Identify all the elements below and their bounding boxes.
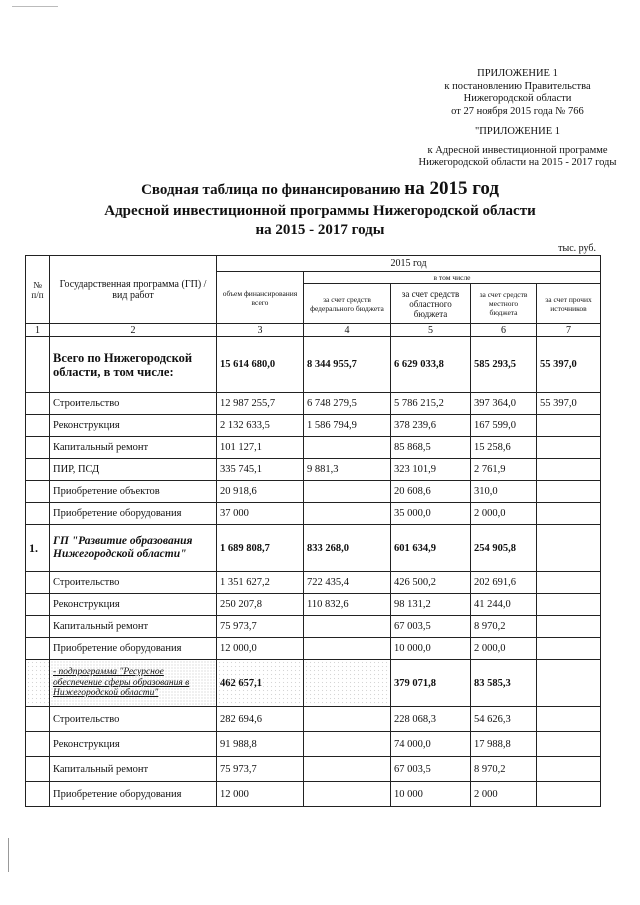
cell-other	[537, 459, 601, 481]
column-index: 3	[217, 324, 304, 337]
row-num	[26, 481, 50, 503]
row-num	[26, 459, 50, 481]
cell-local: 167 599,0	[471, 415, 537, 437]
cell-regional: 10 000	[391, 782, 471, 807]
cell-federal: 6 748 279,5	[304, 393, 391, 415]
cell-regional: 426 500,2	[391, 572, 471, 594]
cell-local: 585 293,5	[471, 337, 537, 393]
row-num	[26, 503, 50, 525]
cell-regional: 228 068,3	[391, 707, 471, 732]
cell-federal	[304, 481, 391, 503]
cell-local: 202 691,6	[471, 572, 537, 594]
cell-federal: 1 586 794,9	[304, 415, 391, 437]
cell-local: 397 364,0	[471, 393, 537, 415]
row-name: Реконструкция	[50, 415, 217, 437]
cell-total: 282 694,6	[217, 707, 304, 732]
cell-regional: 85 868,5	[391, 437, 471, 459]
cell-local: 2 000,0	[471, 503, 537, 525]
cell-total: 101 127,1	[217, 437, 304, 459]
cell-total: 75 973,7	[217, 757, 304, 782]
cell-federal: 833 268,0	[304, 525, 391, 572]
header-num: № п/п	[26, 256, 50, 324]
column-index: 5	[391, 324, 471, 337]
header-regional: за счет средств областного бюджета	[391, 284, 471, 324]
cell-local: 8 970,2	[471, 757, 537, 782]
cell-total: 1 351 627,2	[217, 572, 304, 594]
header-program: Государственная программа (ГП) / вид работ	[50, 256, 217, 324]
row-name: Капитальный ремонт	[50, 616, 217, 638]
cell-local: 83 585,3	[471, 660, 537, 707]
cell-local: 310,0	[471, 481, 537, 503]
cell-other	[537, 638, 601, 660]
column-index: 2	[50, 324, 217, 337]
table-row-program	[26, 525, 601, 572]
row-name: Строительство	[50, 393, 217, 415]
cell-total: 37 000	[217, 503, 304, 525]
row-num	[26, 638, 50, 660]
table-row	[26, 415, 601, 437]
header-other: за счет прочих источников	[537, 284, 601, 324]
cell-total: 91 988,8	[217, 732, 304, 757]
table-row	[26, 732, 601, 757]
cell-federal	[304, 707, 391, 732]
cell-other	[537, 732, 601, 757]
financing-table	[25, 255, 601, 807]
table-row-subprogram	[26, 660, 601, 707]
appendix-line: Нижегородской области	[463, 93, 572, 104]
unit-label: тыс. руб.	[558, 243, 596, 254]
appendix-line: "ПРИЛОЖЕНИЕ 1	[474, 126, 560, 137]
cell-other: 55 397,0	[537, 337, 601, 393]
row-name: ГП "Развитие образования Нижегородской области"	[50, 525, 217, 572]
cell-local: 15 258,6	[471, 437, 537, 459]
row-name: Приобретение объектов	[50, 481, 217, 503]
row-num	[26, 660, 50, 707]
cell-total: 12 000	[217, 782, 304, 807]
appendix-line: от 27 ноября 2015 года № 766	[451, 105, 584, 117]
document-title	[0, 178, 640, 200]
cell-total: 75 973,7	[217, 616, 304, 638]
table-row	[26, 459, 601, 481]
cell-federal: 8 344 955,7	[304, 337, 391, 393]
cell-regional: 67 003,5	[391, 616, 471, 638]
table-row	[26, 572, 601, 594]
table-row	[26, 757, 601, 782]
row-num	[26, 415, 50, 437]
table-row	[26, 437, 601, 459]
cell-total: 462 657,1	[217, 660, 304, 707]
cell-federal	[304, 616, 391, 638]
cell-total: 335 745,1	[217, 459, 304, 481]
cell-federal	[304, 757, 391, 782]
appendix-block	[395, 126, 640, 170]
cell-other	[537, 415, 601, 437]
title-part: Сводная таблица по финансированию	[141, 182, 401, 198]
row-name: Реконструкция	[50, 594, 217, 616]
cell-regional: 323 101,9	[391, 459, 471, 481]
table-row	[26, 782, 601, 807]
header-year: 2015 год	[217, 256, 601, 272]
title-part-large: на 2015 год	[404, 178, 499, 199]
header-incl: в том числе	[304, 272, 601, 284]
cell-federal	[304, 437, 391, 459]
column-index: 1	[26, 324, 50, 337]
table-row	[26, 616, 601, 638]
cell-regional: 378 239,6	[391, 415, 471, 437]
row-name: Капитальный ремонт	[50, 437, 217, 459]
cell-regional: 379 071,8	[391, 660, 471, 707]
table-row	[26, 638, 601, 660]
cell-other	[537, 572, 601, 594]
row-num	[26, 707, 50, 732]
document-subtitle: Адресной инвестиционной программы Нижегородской области	[104, 203, 536, 219]
cell-local: 254 905,8	[471, 525, 537, 572]
cell-total: 250 207,8	[217, 594, 304, 616]
cell-federal	[304, 638, 391, 660]
cell-regional: 6 629 033,8	[391, 337, 471, 393]
header-total: объем финансирования всего	[217, 272, 304, 324]
cell-local: 8 970,2	[471, 616, 537, 638]
cell-other	[537, 525, 601, 572]
cell-other	[537, 437, 601, 459]
header-federal: за счет средств федерального бюджета	[304, 284, 391, 324]
cell-local: 17 988,8	[471, 732, 537, 757]
appendix-line: к постановлению Правительства	[444, 80, 591, 92]
cell-other	[537, 707, 601, 732]
cell-total: 12 987 255,7	[217, 393, 304, 415]
cell-regional: 67 003,5	[391, 757, 471, 782]
row-num	[26, 594, 50, 616]
row-name: Строительство	[50, 572, 217, 594]
row-num	[26, 616, 50, 638]
table-row-total	[26, 337, 601, 393]
appendix-line: ПРИЛОЖЕНИЕ 1	[477, 68, 558, 79]
cell-other	[537, 782, 601, 807]
row-name: - подпрограмма "Ресурсное обеспечение сферы образования в Нижегородской области"	[50, 660, 217, 707]
cell-federal	[304, 732, 391, 757]
cell-total: 12 000,0	[217, 638, 304, 660]
column-index: 7	[537, 324, 601, 337]
table-row	[26, 594, 601, 616]
row-name: Всего по Нижегородской области, в том числе:	[50, 337, 217, 393]
appendix-block	[395, 68, 640, 118]
header-local: за счет средств местного бюджета	[471, 284, 537, 324]
table-row	[26, 707, 601, 732]
appendix-line: Нижегородской области на 2015 - 2017 годы	[418, 157, 617, 168]
row-num	[26, 757, 50, 782]
row-name: Строительство	[50, 707, 217, 732]
row-name: ПИР, ПСД	[50, 459, 217, 481]
cell-federal: 110 832,6	[304, 594, 391, 616]
cell-other	[537, 660, 601, 707]
cell-regional: 5 786 215,2	[391, 393, 471, 415]
cell-regional: 35 000,0	[391, 503, 471, 525]
cell-other	[537, 616, 601, 638]
cell-local: 41 244,0	[471, 594, 537, 616]
cell-regional: 74 000,0	[391, 732, 471, 757]
cell-local: 2 000	[471, 782, 537, 807]
row-num: 1.	[26, 525, 50, 572]
table-row	[26, 503, 601, 525]
row-num	[26, 572, 50, 594]
cell-total: 20 918,6	[217, 481, 304, 503]
cell-federal	[304, 782, 391, 807]
row-num	[26, 782, 50, 807]
row-num	[26, 437, 50, 459]
row-name: Приобретение оборудования	[50, 782, 217, 807]
row-name: Капитальный ремонт	[50, 757, 217, 782]
cell-regional: 20 608,6	[391, 481, 471, 503]
cell-federal	[304, 503, 391, 525]
cell-other	[537, 594, 601, 616]
table-row	[26, 481, 601, 503]
cell-regional: 601 634,9	[391, 525, 471, 572]
document-subtitle: на 2015 - 2017 годы	[255, 222, 385, 238]
cell-other: 55 397,0	[537, 393, 601, 415]
cell-total: 2 132 633,5	[217, 415, 304, 437]
cell-local: 54 626,3	[471, 707, 537, 732]
cell-total: 1 689 808,7	[217, 525, 304, 572]
cell-other	[537, 757, 601, 782]
cell-local: 2 000,0	[471, 638, 537, 660]
row-name: Приобретение оборудования	[50, 638, 217, 660]
scan-artifact-line	[12, 6, 58, 7]
table-row	[26, 393, 601, 415]
row-num	[26, 732, 50, 757]
cell-federal: 722 435,4	[304, 572, 391, 594]
row-name: Приобретение оборудования	[50, 503, 217, 525]
appendix-line: к Адресной инвестиционной программе	[427, 144, 608, 156]
column-index: 6	[471, 324, 537, 337]
cell-regional: 10 000,0	[391, 638, 471, 660]
cell-other	[537, 481, 601, 503]
row-num	[26, 393, 50, 415]
cell-local: 2 761,9	[471, 459, 537, 481]
cell-federal: 9 881,3	[304, 459, 391, 481]
column-index: 4	[304, 324, 391, 337]
cell-regional: 98 131,2	[391, 594, 471, 616]
row-name: Реконструкция	[50, 732, 217, 757]
cell-federal	[304, 660, 391, 707]
scan-artifact-line	[8, 838, 9, 872]
cell-total: 15 614 680,0	[217, 337, 304, 393]
row-num	[26, 337, 50, 393]
cell-other	[537, 503, 601, 525]
